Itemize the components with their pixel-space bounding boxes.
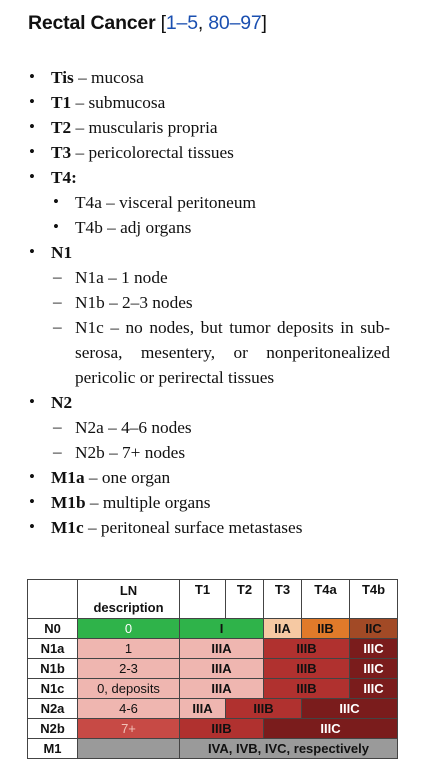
term: Tis [51,68,74,87]
bullet-icon: • [29,492,35,511]
bullet-icon: • [29,117,35,136]
stage-cell: IIIA [180,639,264,659]
stage-cell: IIIC [350,639,398,659]
ref-close: ] [261,12,267,34]
table-header-row [28,580,398,619]
table-row-n1b [28,659,398,679]
list-item-t3 [51,142,234,164]
list-item-n1b: N1b – 2–3 nodes [75,293,193,312]
stage-cell: IIIA [180,659,264,679]
stage-cell: IVA, IVB, IVC, respectively [180,739,398,759]
list-item-t4b: T4b – adj organs [75,218,192,237]
header-corner [28,580,78,619]
desc: – submucosa [71,93,166,112]
desc: – multiple organs [85,493,211,512]
term: T4: [51,168,77,187]
desc: – pericolorectal tissues [71,143,234,162]
list-item-n2 [51,392,72,414]
list-item-n2a: N2a – 4–6 nodes [75,418,192,437]
table-row-m1 [28,739,398,759]
ln-cell: 1 [78,639,180,659]
header-t1: T1 [180,580,226,619]
header-ln-line2: description [93,600,164,615]
dash-marker: – [53,442,62,461]
ln-cell: 2-3 [78,659,180,679]
ln-cell: 0, deposits [78,679,180,699]
header-t4a: T4a [302,580,350,619]
stage-cell: I [180,619,264,639]
stage-cell: IIIC [350,679,398,699]
header-t2: T2 [226,580,264,619]
dash-marker: – [53,292,62,311]
ln-cell: 7+ [78,719,180,739]
row-label: N0 [28,619,78,639]
term: M1b [51,493,86,512]
desc: – muscularis propria [71,118,218,137]
header-ln-description [78,580,180,619]
stage-cell: IIIB [180,719,264,739]
stage-cell: IIIC [350,659,398,679]
list-item-n1c-line3: pericolic or perirectal tissues [75,368,275,387]
stage-cell: IIIB [264,639,350,659]
ln-cell [78,739,180,759]
row-label: N2b [28,719,78,739]
header-t4b: T4b [350,580,398,619]
bullet-icon: • [29,167,35,186]
list-item-m1c [51,517,302,539]
bullet-icon: • [29,392,35,411]
citation-link-1[interactable]: 1–5 [165,12,198,34]
term: T2 [51,118,72,137]
bullet-icon: • [53,217,59,236]
row-label: N1c [28,679,78,699]
section-title [28,12,267,35]
ref-open: [ [155,12,166,34]
desc: – one organ [84,468,171,487]
table-row-n0 [28,619,398,639]
dash-marker: – [53,317,62,336]
staging-table [27,579,398,759]
row-label: N1a [28,639,78,659]
bullet-icon: • [29,242,35,261]
ln-cell: 0 [78,619,180,639]
row-label: N2a [28,699,78,719]
stage-cell: IIC [350,619,398,639]
list-item-n1c-line2: serosa, mesentery, or nonperitonealized [75,343,390,362]
term: N1 [51,243,73,262]
title-text: Rectal Cancer [28,12,156,34]
list-item-m1a [51,467,170,489]
bullet-icon: • [29,517,35,536]
ref-separator: , [197,12,209,34]
stage-cell: IIIB [264,679,350,699]
stage-cell: IIIB [226,699,302,719]
bullet-icon: • [29,92,35,111]
header-t3: T3 [264,580,302,619]
table-row-n1c [28,679,398,699]
bullet-icon: • [29,67,35,86]
dash-marker: – [53,267,62,286]
stage-cell: IIB [302,619,350,639]
list-item-n1a: N1a – 1 node [75,268,168,287]
dash-marker: – [53,417,62,436]
table-row-n2a [28,699,398,719]
term: M1a [51,468,85,487]
bullet-icon: • [29,142,35,161]
table-row-n1a [28,639,398,659]
term: T1 [51,93,72,112]
term: T3 [51,143,72,162]
desc: – peritoneal surface metastases [83,518,303,537]
list-item-m1b [51,492,211,514]
term: M1c [51,518,84,537]
header-ln-line1: LN [119,583,138,598]
desc: – mucosa [73,68,144,87]
row-label: M1 [28,739,78,759]
stage-cell: IIIB [264,659,350,679]
list-item-t4 [51,167,77,189]
list-item-n1 [51,242,72,264]
stage-cell: IIIC [302,699,398,719]
list-item-t2 [51,117,218,139]
list-item-n2b: N2b – 7+ nodes [75,443,186,462]
row-label: N1b [28,659,78,679]
stage-cell: IIIC [264,719,398,739]
bullet-icon: • [53,192,59,211]
ln-cell: 4-6 [78,699,180,719]
list-item-t1 [51,92,165,114]
bullet-icon: • [29,467,35,486]
table-row-n2b [28,719,398,739]
stage-cell: IIA [264,619,302,639]
term: N2 [51,393,73,412]
list-item-tis [51,67,144,89]
list-item-t4a: T4a – visceral peritoneum [75,193,256,212]
citation-link-2[interactable]: 80–97 [208,12,262,34]
stage-cell: IIIA [180,699,226,719]
list-item-n1c-line1: N1c – no nodes, but tumor deposits in sub- [75,318,390,337]
stage-cell: IIIA [180,679,264,699]
